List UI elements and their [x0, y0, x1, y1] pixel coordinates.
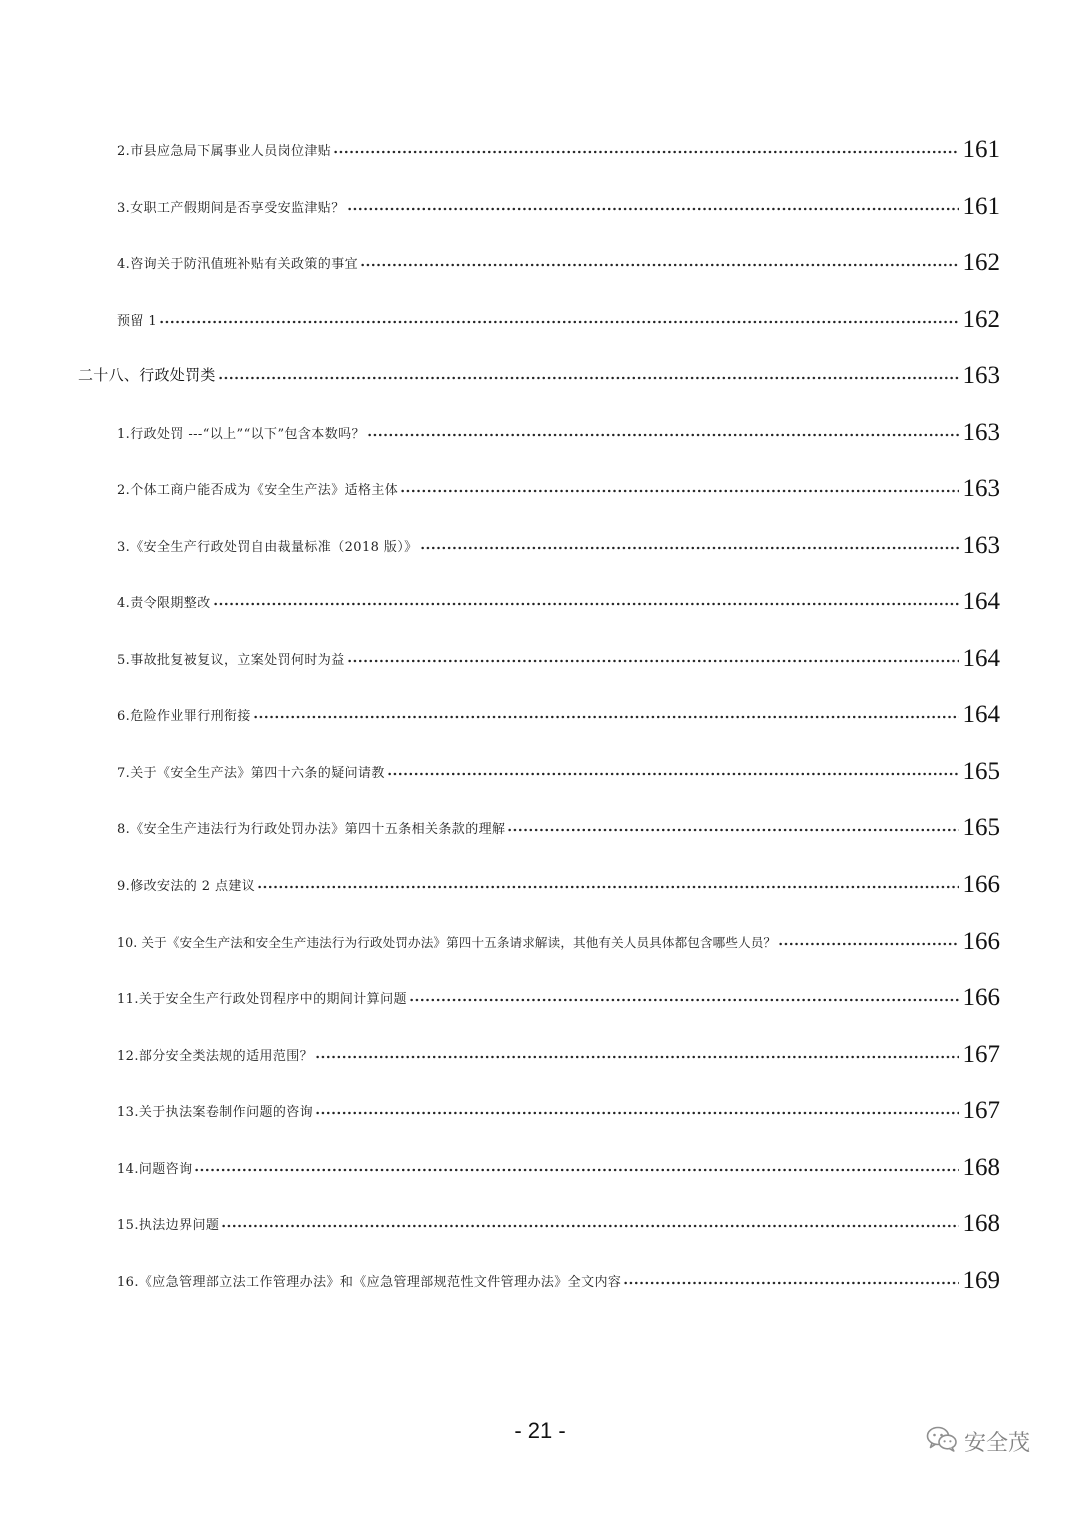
toc-leader-dots [333, 147, 958, 157]
toc-entry-page: 168 [962, 1154, 1000, 1181]
toc-entry-page: 163 [962, 362, 1000, 389]
page-number: - 21 - [514, 1418, 566, 1443]
toc-entry-page: 166 [962, 984, 1000, 1011]
toc-entry[interactable] [117, 461, 1000, 501]
toc-entry-title: 2.市县应急局下属事业人员岗位津贴 [117, 144, 332, 159]
toc-entry-page: 162 [962, 306, 1000, 333]
toc-entry-title: 5.事故批复被复议，立案处罚何时为益 [117, 653, 345, 668]
wechat-icon [926, 1425, 958, 1457]
toc-entry[interactable] [117, 687, 1000, 727]
toc-entry[interactable] [117, 292, 1000, 332]
toc-leader-dots [257, 882, 958, 892]
toc-leader-dots [400, 486, 958, 496]
toc-entry[interactable] [117, 744, 1000, 784]
toc-entry-title: 11.关于安全生产行政处罚程序中的期间计算问题 [117, 992, 407, 1007]
toc-section-heading[interactable] [78, 348, 1000, 388]
toc-entry[interactable] [117, 914, 1000, 954]
toc-leader-dots [213, 599, 959, 609]
toc-section-title: 二十八、行政处罚类 [78, 366, 216, 384]
toc-entry[interactable] [117, 235, 1000, 275]
toc-entry-title: 15.执法边界问题 [117, 1218, 220, 1233]
toc-leader-dots [420, 543, 959, 553]
toc-entry[interactable] [117, 1140, 1000, 1180]
toc-entry[interactable] [117, 1196, 1000, 1236]
toc-entry-page: 165 [962, 814, 1000, 841]
toc-entry-page: 161 [962, 136, 1000, 163]
toc-leader-dots [347, 656, 959, 666]
toc-entry-title: 13.关于执法案卷制作问题的咨询 [117, 1105, 314, 1120]
toc-entry-title: 3.《安全生产行政处罚自由裁量标准（2018 版）》 [117, 540, 418, 555]
toc-entry-title: 6.危险作业罪行刑衔接 [117, 709, 251, 724]
toc-leader-dots [409, 995, 959, 1005]
watermark [926, 1425, 1030, 1457]
toc-entry-page: 167 [962, 1041, 1000, 1068]
toc-entry-title: 4.责令限期整改 [117, 596, 211, 611]
toc-entry-title: 4.咨询关于防汛值班补贴有关政策的事宜 [117, 257, 359, 272]
toc-entry-title: 12.部分安全类法规的适用范围？ [117, 1049, 314, 1064]
toc-entry-title: 2.个体工商户能否成为《安全生产法》适格主体 [117, 483, 399, 498]
toc-leader-dots [623, 1278, 958, 1288]
toc-entry-page: 163 [962, 475, 1000, 502]
toc-entry[interactable] [117, 1083, 1000, 1123]
toc-entry[interactable] [117, 800, 1000, 840]
toc-entry-title: 9.修改安法的 2 点建议 [117, 879, 256, 894]
toc-entry[interactable] [117, 970, 1000, 1010]
toc-entry-page: 168 [962, 1210, 1000, 1237]
toc-entry-page: 166 [962, 871, 1000, 898]
toc-leader-dots [347, 204, 959, 214]
toc-entry-title: 预留 1 [117, 314, 158, 329]
toc-entry-page: 165 [962, 758, 1000, 785]
toc-entry[interactable] [117, 857, 1000, 897]
toc-entry-page: 164 [962, 701, 1000, 728]
toc-entry-page: 163 [962, 532, 1000, 559]
toc-leader-dots [159, 317, 958, 327]
toc-entry-page: 162 [962, 249, 1000, 276]
toc-entry-page: 164 [962, 588, 1000, 615]
toc-entry[interactable] [117, 518, 1000, 558]
toc-entry[interactable] [117, 574, 1000, 614]
toc-leader-dots [253, 712, 959, 722]
toc-entry-page: 161 [962, 193, 1000, 220]
toc-entry-title: 14.问题咨询 [117, 1162, 193, 1177]
toc-entry-title: 1.行政处罚 ---“以上”“以下”包含本数吗？ [117, 427, 365, 442]
toc-leader-dots [315, 1052, 958, 1062]
toc-entry-title: 10. 关于《安全生产法和安全生产违法行为行政处罚办法》第四十五条请求解读，其他有关人员具体都包含哪些人员？ [117, 935, 777, 950]
toc-entry-page: 163 [962, 419, 1000, 446]
toc-entry[interactable] [117, 179, 1000, 219]
toc-entry-page: 166 [962, 928, 1000, 955]
toc-entry[interactable] [117, 405, 1000, 445]
watermark-text: 安全茂 [964, 1430, 1031, 1456]
toc-leader-dots [387, 769, 959, 779]
toc-leader-dots [778, 939, 958, 949]
toc-leader-dots [194, 1165, 958, 1175]
toc-leader-dots [218, 373, 959, 383]
toc-entry-title: 8.《安全生产违法行为行政处罚办法》第四十五条相关条款的理解 [117, 822, 506, 837]
toc-entry[interactable] [117, 1253, 1000, 1293]
toc-entry-title: 3.女职工产假期间是否享受安监津贴？ [117, 201, 345, 216]
toc-entry-page: 169 [962, 1267, 1000, 1294]
toc-entry[interactable] [117, 122, 1000, 162]
toc-entry-page: 164 [962, 645, 1000, 672]
toc-leader-dots [507, 825, 958, 835]
toc-leader-dots [221, 1221, 958, 1231]
toc-entry-title: 16.《应急管理部立法工作管理办法》和《应急管理部规范性文件管理办法》全文内容 [117, 1275, 622, 1290]
toc-leader-dots [367, 430, 959, 440]
toc-leader-dots [360, 260, 958, 270]
toc-leader-dots [315, 1108, 958, 1118]
toc-entry-title: 7.关于《安全生产法》第四十六条的疑问请教 [117, 766, 385, 781]
toc-entry[interactable] [117, 631, 1000, 671]
toc-entry-page: 167 [962, 1097, 1000, 1124]
toc-entry[interactable] [117, 1027, 1000, 1067]
